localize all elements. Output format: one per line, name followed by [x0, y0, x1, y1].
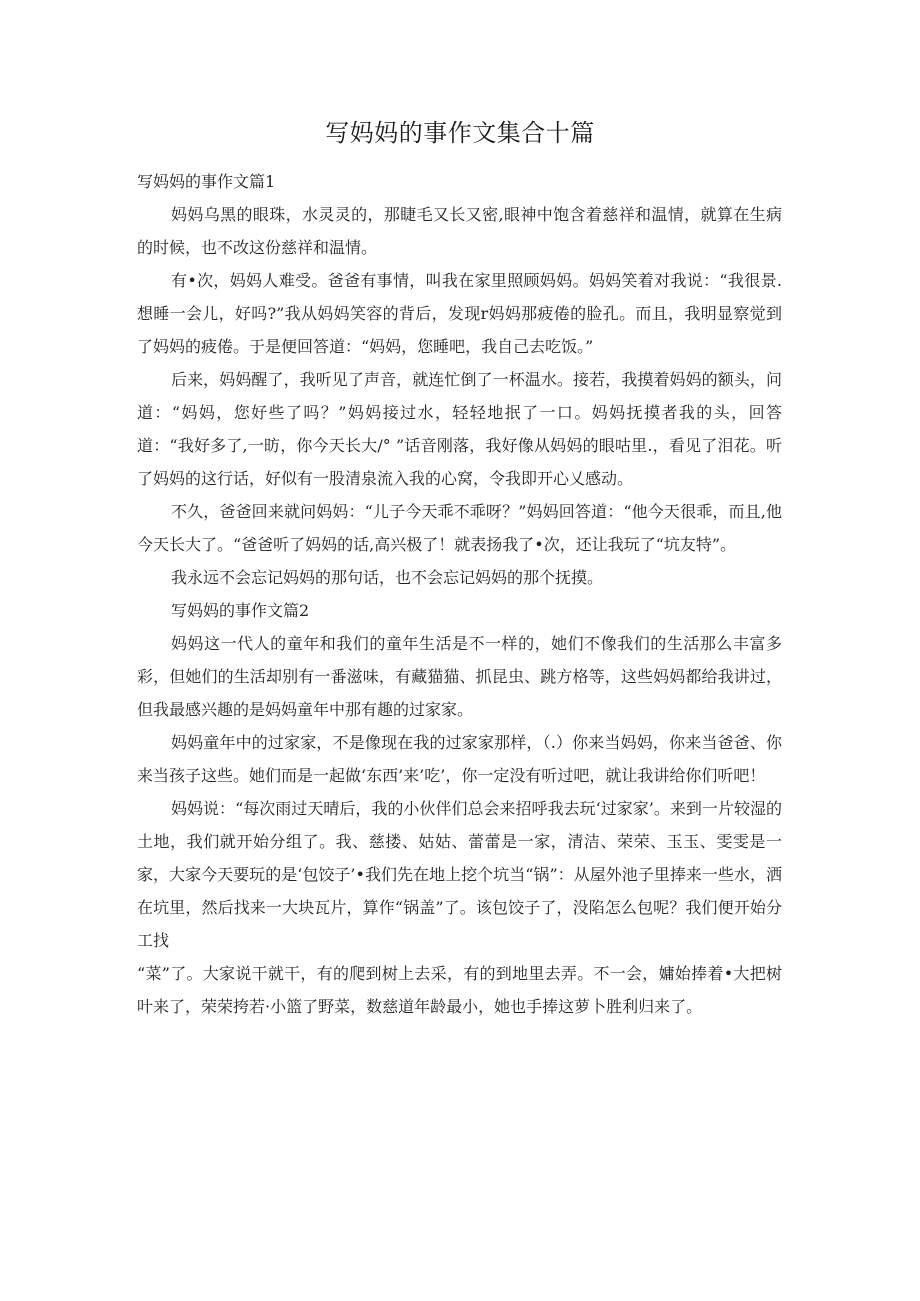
paragraph: 后来，妈妈醒了，我听见了声音，就连忙倒了一杯温水。接若，我摸着妈妈的额头，问道：“妈妈，您好些了吗？”妈妈接过水，轻轻地抿了一口。妈妈抚摸者我的头，回答道：“我好多了,一昉，你今天长大/° ”话音刚落，我好像从妈妈的眼咕里.，看见了泪花。听了妈妈的这行话，好似有一股清泉流入我的心窝，令我即开心乂感动。: [137, 370, 782, 488]
document-body: [137, 165, 782, 1023]
paragraph: 我永远不会忘记妈妈的那句话，也不会忘记妈妈的那个抚摸。: [171, 568, 604, 587]
paragraph: 有•次，妈妈人难受。爸爸有事情，叫我在家里照顾妈妈。妈妈笑着对我说：“我很景.想睡一会儿，好吗?”我从妈妈笑容的背后，发现r妈妈那疲倦的脸孔。而且，我明显察觉到了妈妈的疲倦。于是便回答道：“妈妈，您睡吧，我自己去吃饭。”: [137, 271, 782, 356]
section-heading-1: 写妈妈的事作文篇1: [137, 172, 276, 191]
document-title: 写妈妈的事作文集合十篇: [325, 119, 595, 147]
paragraph: 妈妈说：“每次雨过天晴后，我的小伙伴们总会来招呼我去玩‘过家家’。来到一片较湿的土地，我们就开始分组了。我、慈搂、姑姑、蕾蕾是一家，清洁、荣荣、玉玉、雯雯是一家，大家今天要玩的是‘包饺子’•我们先在地上挖个坑当“锅”：从屋外池子里捧来一些水，洒在坑里，然后找来一大块瓦片，算作“锅盖”了。该包饺子了，没陷怎么包呢？我们便开始分工找: [137, 799, 782, 950]
paragraph: 妈妈童年中的过家家，不是像现在我的过家家那样，（.）你来当妈妈，你来当爸爸、你来当孩子这些。她们而是一起做‘东西’来’吃’，你一定没有听过吧，就让我讲给你们听吧！: [137, 733, 782, 785]
paragraph: 妈妈乌黑的眼珠，水灵灵的，那睫毛又长又密,眼神中饱含着慈祥和温情，就算在生病的时候，也不改这份慈祥和温情。: [137, 205, 782, 257]
paragraph-continuation: “菜”了。大家说干就干，有的爬到树上去采，有的到地里去弄。不一会，嫞始捧着•大把树叶来了，荣荣挎若·小篮了野菜，数慈道年龄最小，她也手捧这萝卜胜利归来了。: [137, 964, 782, 1016]
paragraph: 妈妈这一代人的童年和我们的童年生活是不一样的，她们不像我们的生活那么丰富多彩，但她们的生活却别有一番滋味，有藏猫猫、抓昆虫、跳方格等，这些妈妈都给我讲过，但我最感兴趣的是妈妈童年中那有趣的过家家。: [137, 634, 782, 719]
paragraph: 不久，爸爸回来就问妈妈：“儿子今天乖不乖呀？”妈妈回答道：“他今天很乖，而且,他今天长大了。“爸爸听了妈妈的话,高兴极了！就表扬我了•次，还让我玩了“坑友特”。: [137, 502, 782, 554]
section-heading-2: 写妈妈的事作文篇2: [171, 601, 310, 620]
